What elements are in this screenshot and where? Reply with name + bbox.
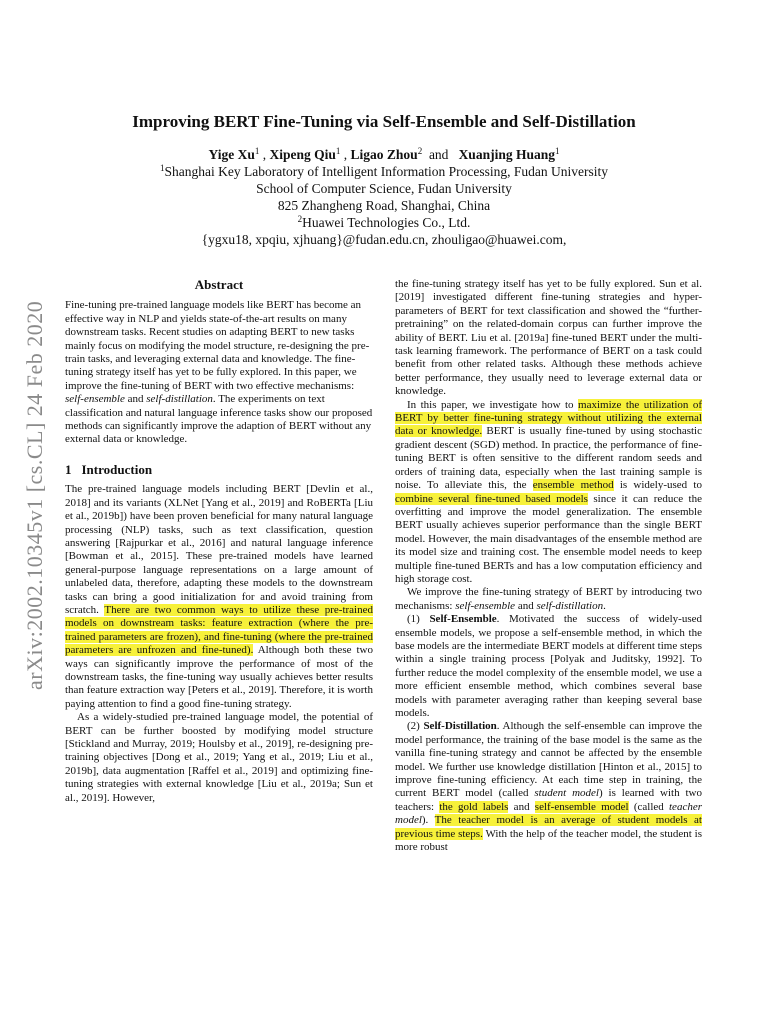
- affiliation-1-address: 825 Zhangheng Road, Shanghai, China: [277, 198, 491, 213]
- intro-paragraph-1: The pre-trained language models including BERT [Devlin et al., 2018] and its variants (XLNet [Yang et al., 2019] and RoBERTa [Liu et al., 2019b]) have been proven beneficial for many natural language processing (NLP) tasks, such as text classification, question answering [Rajpurkar et al., 2016] and natural language inference [Bowman et al., 2015]. These pre-trained models have learned general-purpose language representations on a large amount of unlabeled data, therefore, adapting these models to the downstream tasks can bring a good initialization for and avoid training from scratch. There are two common ways to utilize these pre-trained models on downstream tasks: feature extraction (where the pre-trained parameters are frozen), and fine-tuning (where the pre-trained parameters are unfrozen and fine-tuned). Although both these two ways can significantly improve the performance of most of the downstream tasks, the fine-tuning way usually achieves better results than feature extraction way [Peters et al., 2019]. Therefore, it is worth paying attention to find a good fine-tuning strategy.: [65, 483, 373, 710]
- highlight: maximize the utilization of BERT by better fine-tuning strategy without utilizing the external data or knowledge.: [395, 398, 702, 438]
- affiliation-1: $^1$Shanghai Key Laboratory of Intelligent Information Processing, Fudan University: [159, 163, 609, 179]
- highlight: ensemble method: [532, 479, 614, 492]
- highlight: There are two common ways to utilize these pre-trained models on downstream tasks: feature extraction (where the pre-trained parameters are frozen), and fine-tuning (where the pre-trained parameters are unfrozen and fine-tuned).: [65, 603, 373, 657]
- highlight: combine several fine-tuned based models: [395, 492, 588, 505]
- author-block: [0, 146, 768, 248]
- affiliation-mark: 1: [554, 146, 560, 156]
- left-column: [65, 278, 373, 805]
- affiliation-mark: 2: [417, 146, 423, 156]
- arxiv-identifier: arXiv:2002.10345v1 [cs.CL] 24 Feb 2020: [22, 300, 47, 690]
- author-name: Yige Xu: [208, 147, 255, 162]
- abstract-heading: Abstract: [194, 277, 244, 292]
- highlight: self-ensemble model: [534, 800, 629, 813]
- affiliation-mark: 1: [335, 146, 341, 156]
- abstract-text: Fine-tuning pre-trained language models like BERT has become an effective way in NLP and yields state-of-the-art results on many downstream tasks. Recent studies on adapting BERT to new tasks mainly focus on modifying the model structure, re-designing the pre-train tasks, and leveraging external data and knowledge. The fine-tuning strategy itself has yet to be fully explored. In this paper, we improve the fine-tuning of BERT with two effective mechanisms: self-ensemble and self-distillation. The experiments on text classification and natural language inference tasks show our proposed methods can significantly improve the adaption of BERT without any external data or knowledge.: [65, 299, 373, 446]
- author-emails: {ygxu18, xpqiu, xjhuang}@fudan.edu.cn, zhouligao@huawei.com,: [201, 232, 567, 247]
- author-name: Xipeng Qiu: [269, 147, 336, 162]
- section-heading-introduction: 1 Introduction: [65, 461, 153, 477]
- paper-title: Improving BERT Fine-Tuning via Self-Ensemble and Self-Distillation: [132, 112, 636, 131]
- author-name: Xuanjing Huang: [458, 147, 555, 162]
- author-line: Yige Xu$^1$ , Xipeng Qiu$^1$ , Ligao Zhou$^2$ and Xuanjing Huang$^1$: [208, 146, 560, 162]
- highlight: the gold labels: [439, 800, 509, 813]
- author-name: Ligao Zhou: [350, 147, 418, 162]
- right-paragraph-2: We improve the fine-tuning strategy of BERT by introducing two mechanisms: self-ensemble and self-distillation.: [395, 586, 702, 612]
- highlight: The teacher model is an average of student models at previous time steps.: [395, 814, 702, 840]
- affiliation-2: $^2$Huawei Technologies Co., Ltd.: [297, 214, 471, 230]
- affiliation-mark: 1: [254, 146, 260, 156]
- right-column: [395, 278, 702, 854]
- right-paragraph-self-ensemble: (1) Self-Ensemble. Motivated the success of widely-used ensemble models, we propose a self-ensemble method, in which the base models are the intermediate BERT models at different time steps within a single training process [Polyak and Juditsky, 1992]. To further reduce the model complexity of the ensemble model, we use a more efficient ensemble method, which combines several base models with parameter averaging rather than keeping several base models.: [395, 613, 702, 719]
- affiliation-1-school: School of Computer Science, Fudan University: [256, 181, 512, 196]
- right-paragraph-1: In this paper, we investigate how to maximize the utilization of BERT by better fine-tuning strategy without utilizing the external data or knowledge. BERT is usually fine-tuned by using stochastic gradient descent (SGD) method. In practice, the performance of fine-tuning BERT is often sensitive to the different random seeds and orders of training data, especially when the last training sample is noise. To alleviate this, the ensemble method is widely-used to combine several fine-tuned based models since it can reduce the overfitting and improve the model generalization. The ensemble BERT usually achieves superior performance than the single BERT model. However, the main disadvantages of the ensemble method are its model size and training cost. The ensemble model needs to keep multiple fine-tuned BERTs and has a low computation efficiency and high storage cost.: [395, 398, 702, 585]
- right-paragraph-self-distillation: (2) Self-Distillation. Although the self-ensemble can improve the model performance, the training of the base model is the same as the vanilla fine-tuning strategy and cannot be affected by the ensemble model. We further use knowledge distillation [Hinton et al., 2015] to improve fine-tuning efficiency. At each time step in training, the current BERT model (called student model) is learned with two teachers: the gold labels and self-ensemble model (called teacher model). The teacher model is an average of student models at previous time steps. With the help of the teacher model, the student is more robust: [395, 720, 702, 854]
- intro-paragraph-2: As a widely-studied pre-trained language model, the potential of BERT can be further boosted by modifying model structure [Stickland and Murray, 2019; Houlsby et al., 2019], re-designing pre-training objectives [Dong et al., 2019; Yang et al., 2019; Liu et al., 2019b], data augmentation [Raffel et al., 2019] and optimizing fine-tuning strategies with external knowledge [Liu et al., 2019a; Sun et al., 2019]. However,: [65, 711, 373, 804]
- right-paragraph-0: the fine-tuning strategy itself has yet to be fully explored. Sun et al. [2019] investigated different fine-tuning strategies and hyper-parameters of BERT for text classification and showed the “further-pretraining” on the related-domain corpus can further improve the ability of BERT. Liu et al. [2019a] fine-tuned BERT under the multi-task learning framework. The performance of BERT on a task could benefit from other related tasks. Although these methods achieve better performance, they usually need to leverage external data or knowledge.: [395, 278, 702, 398]
